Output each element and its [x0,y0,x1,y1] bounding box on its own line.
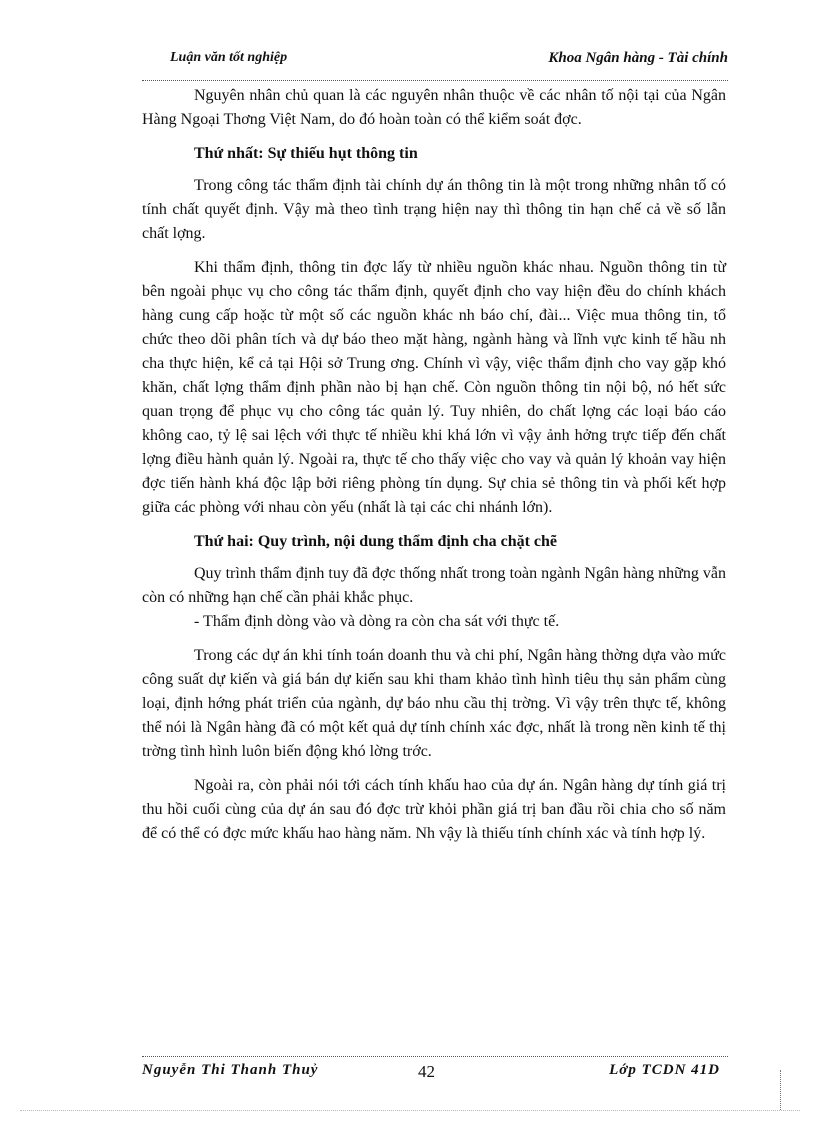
margin-divider [780,1070,782,1110]
paragraph-intro: Nguyên nhân chủ quan là các nguyên nhân thuộc về các nhân tố nội tại của Ngân Hàng Ngoại Thơng Việt Nam, do đó hoàn toàn có thể kiểm soát đợc. [142,87,726,128]
page-number: 42 [418,1062,435,1081]
page-body [142,84,726,856]
paragraph-cashflow-note: - Thẩm định dòng vào và dòng ra còn cha sát với thực tế. [194,613,560,630]
paragraph-info-sources: Khi thẩm định, thông tin đợc lấy từ nhiều nguồn khác nhau. Nguồn thông tin từ bên ngoài phục vụ cho công tác thẩm định, quyết định cho vay hiện đều do chính khách hàng cung cấp hoặc từ một số các nguồn khác nh báo chí, đài... Việc mua thông tin, tổ chức theo dõi phân tích và dự báo theo mặt hàng, ngành hàng và lĩnh vực kinh tế hầu nh cha thực hiện, kể cả tại Hội sở Trung ơng. Chính vì vậy, việc thẩm định cho vay gặp khó khăn, chất lợng thẩm định phần nào bị hạn chế. Còn nguồn thông tin nội bộ, nó hết sức quan trọng để phục vụ cho công tác quản lý. Tuy nhiên, do chất lợng các loại báo cáo không cao, tỷ lệ sai lệch với thực tế nhiều khi khá lớn vì vậy ảnh hởng trực tiếp đến chất lợng điều hành quản lý. Ngoài ra, thực tế cho thấy việc cho vay và quản lý khoản vay hiện đợc tiến hành khá độc lập bởi riêng phòng tín dụng. Sự chia sẻ thông tin và phối kết hợp giữa các phòng với nhau còn yếu (nhất là tại các chi nhánh lớn). [142,259,726,516]
page-header [142,46,728,81]
page-footer [142,1056,728,1081]
footer-class: Lớp TCDN 41D [609,1062,720,1078]
footer-author: Nguyễn Thi Thanh Thuỷ [142,1062,319,1078]
paragraph-depreciation: Ngoài ra, còn phải nói tới cách tính khấu hao của dự án. Ngân hàng dự tính giá trị thu hồi cuối cùng của dự án sau đó đợc trừ khỏi phần giá trị ban đầu rồi chia cho số năm để có thể có đợc mức khấu hao hàng năm. Nh vậy là thiếu tính chính xác và tính hợp lý. [142,777,726,842]
section-heading-first: Thứ nhất: Sự thiếu hụt thông tin [194,145,418,162]
header-thesis-label: Luận văn tốt nghiệp [170,50,288,65]
header-faculty-label: Khoa Ngân hàng - Tài chính [548,50,728,66]
bottom-divider [20,1110,800,1112]
section-heading-second: Thứ hai: Quy trình, nội dung thẩm định cha chặt chẽ [194,533,558,550]
paragraph-info-role: Trong công tác thẩm định tài chính dự án thông tin là một trong những nhân tố có tính chất quyết định. Vậy mà theo tình trạng hiện nay thì thông tin hạn chế cả về số lẫn chất lợng. [142,177,726,242]
paragraph-revenue-estimation: Trong các dự án khi tính toán doanh thu và chi phí, Ngân hàng thờng dựa vào mức công suất dự kiến và giá bán dự kiến sau khi tham khảo tình hình tiêu thụ sản phẩm cùng loại, định hớng phát triển của ngành, dự báo nhu cầu thị trờng. Vì vậy trên thực tế, không thể nói là Ngân hàng đã có một kết quả dự tính chính xác đợc, nhất là trong nền kinh tế thị trờng tình hình luôn biến động khó lờng trớc. [142,647,726,760]
paragraph-process: Quy trình thẩm định tuy đã đợc thống nhất trong toàn ngành Ngân hàng những vẫn còn có những hạn chế cần phải khắc phục. [142,565,726,606]
